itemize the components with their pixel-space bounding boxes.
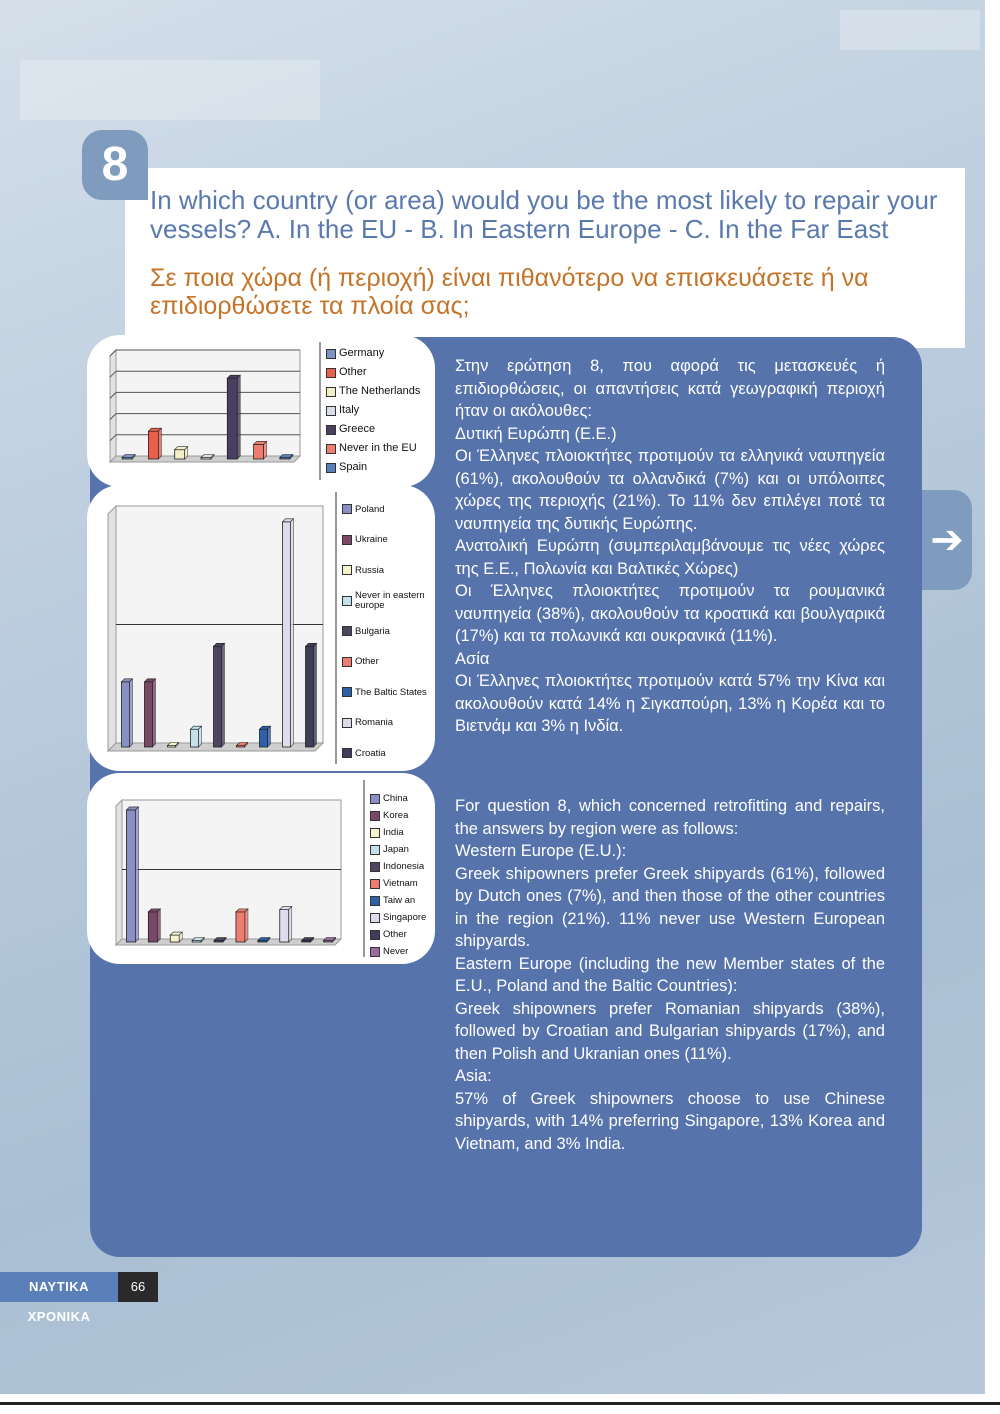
- legend-label: Vietnam: [383, 877, 418, 889]
- legend-item: [342, 555, 433, 586]
- bar-never-in-the-eu-side: [264, 441, 267, 459]
- legend-swatch: [342, 565, 352, 575]
- legend-item: [370, 790, 426, 807]
- bar-other: [148, 428, 161, 459]
- legend-label: The Netherlands: [339, 385, 421, 397]
- legend-item: [370, 909, 426, 926]
- legend-label: Never in the EU: [339, 442, 417, 454]
- legend-swatch: [326, 368, 336, 378]
- legend-item: [342, 586, 433, 617]
- bar-vietnam-front: [236, 912, 245, 942]
- bar-never-in-eastern-europe-front: [191, 729, 199, 747]
- legend-item: [342, 708, 433, 739]
- question-number: 8: [82, 130, 148, 200]
- legend-swatch: [370, 828, 380, 838]
- legend-item: [326, 439, 420, 458]
- legend-swatch: [342, 687, 352, 697]
- legend-label: Italy: [339, 404, 360, 416]
- paragraph-intro-en: For question 8, which concerned retrofitting and repairs, the answers by region were as follows:: [455, 797, 885, 838]
- legend-item: [326, 401, 420, 420]
- legend-swatch: [370, 896, 380, 906]
- body-text-greek: [455, 355, 885, 738]
- legend-label: Greece: [339, 423, 376, 435]
- bar-china-front: [126, 810, 135, 942]
- legend-label: Other: [355, 656, 379, 667]
- legend-item: [370, 892, 426, 909]
- bar-the-baltic-states-side: [268, 726, 271, 747]
- legend-swatch: [370, 794, 380, 804]
- chart-side-wall: [110, 350, 116, 462]
- paragraph-western-europe-en: Greek shipowners prefer Greek shipyards (61%), followed by Dutch ones (7%), and then those of the other countries in the region (21%). 11% never use Western European shipyards.: [455, 864, 885, 950]
- legend-label: Bulgaria: [355, 625, 390, 637]
- chart-western-europe: [90, 338, 432, 484]
- paragraph-asia-gr: Οι Έλληνες πλοιοκτήτες προτιμούν κατά 57% την Κίνα και ακολουθούν κατά 14% η Σιγκαπούρη, 13% η Κορέα και το Βιετνάμ και 3% η Ινδία.: [455, 672, 885, 735]
- legend-swatch: [370, 811, 380, 821]
- bar-india-front: [170, 935, 179, 942]
- heading-western-europe-en: Western Europe (E.U.):: [455, 842, 627, 860]
- legend-swatch: [342, 626, 352, 636]
- background-photo-stripe: [20, 60, 320, 120]
- legend-item: [342, 525, 433, 556]
- heading-asia-gr: Ασία: [455, 649, 490, 668]
- question-title-english: In which country (or area) would you be the most likely to repair your vessels? A. In the EU - B. In Eastern Europe - C. In the Far East: [150, 185, 938, 244]
- page-number: 66: [130, 1279, 146, 1294]
- legend-item: [326, 363, 420, 382]
- legend-item: [370, 858, 426, 875]
- bar-romania: [283, 519, 294, 747]
- legend-swatch: [342, 504, 352, 514]
- legend-label: Germany: [339, 347, 385, 359]
- question-title-greek: Σε ποια χώρα (ή περιοχή) είναι πιθανότερο να επισκευάσετε ή να επιδιορθώσετε τα πλοία σας;: [150, 264, 869, 320]
- legend-swatch: [326, 425, 336, 435]
- legend-swatch: [342, 748, 352, 758]
- bar-greece-front: [227, 378, 237, 459]
- legend-label: Other: [383, 928, 407, 940]
- bar-poland: [122, 679, 133, 747]
- bar-italy: [201, 455, 214, 460]
- legend-label: Taiw an: [383, 894, 416, 906]
- legend-swatch: [342, 535, 352, 545]
- legend-label: China: [383, 792, 408, 804]
- bar-greece-side: [237, 375, 240, 459]
- legend-item: [342, 647, 433, 678]
- legend-label: Croatia: [355, 747, 386, 759]
- legend-swatch: [326, 387, 336, 397]
- legend-label: Never in eastern europe: [355, 590, 425, 611]
- paragraph-eastern-europe-gr: Οι Έλληνες πλοιοκτήτες προτιμούν τα ρουμανικά ναυπηγεία (38%), ακολουθούν τα κροατικά και βουλγαρικά (17%) και τα πολωνικά και ουκρανικά (11%).: [455, 582, 885, 645]
- legend-swatch: [342, 657, 352, 667]
- bar-bulgaria: [214, 643, 225, 747]
- legend-label: Romania: [355, 717, 394, 728]
- bar-never-in-eastern-europe-side: [199, 726, 202, 747]
- heading-eastern-europe-en: Eastern Europe (including the new Member states of the E.U., Poland and the Baltic Countries):: [455, 954, 885, 995]
- legend-label: Japan: [383, 843, 409, 855]
- chart-far-east-legend: [370, 790, 426, 960]
- bar-the-netherlands-front: [175, 450, 185, 459]
- legend-swatch: [342, 718, 352, 728]
- paragraph-eastern-europe-en: Greek shipowners prefer Romanian shipyards (38%), followed by Croatian and Bulgarian shipyards (17%), and then Polish and Ukranian ones (11%).: [455, 999, 885, 1063]
- legend-label: India: [383, 826, 404, 838]
- legend-swatch: [326, 444, 336, 454]
- bar-croatia-side: [314, 643, 317, 747]
- paragraph-western-europe-gr: Οι Έλληνες πλοιοκτήτες προτιμούν τα ελληνικά ναυπηγεία (61%), ακολουθούν τα ολλανδικά (7%) και οι υπόλοιπες χώρες της περιοχής (21%). Το 11% δεν επιλέγει ποτέ τα ναυπηγεία της δυτικής Ευρώπης.: [455, 447, 885, 533]
- body-text-english: [455, 795, 885, 1155]
- legend-item: [370, 807, 426, 824]
- next-arrow-icon: ➔: [922, 490, 972, 590]
- bar-the-baltic-states: [260, 726, 271, 747]
- legend-swatch: [370, 879, 380, 889]
- legend-item: [370, 824, 426, 841]
- bar-china: [126, 807, 138, 942]
- bar-vietnam-side: [245, 909, 248, 942]
- bar-poland-front: [122, 682, 130, 747]
- heading-asia-en: Asia:: [455, 1067, 492, 1085]
- legend-item: [326, 382, 420, 401]
- legend-item: [370, 875, 426, 892]
- legend-item: [342, 494, 433, 525]
- heading-eastern-europe-gr: Ανατολική Ευρώπη (συμπεριλαμβάνουμε τις νέες χώρες της Ε.Ε., Πολωνία και Βαλτικές Χώρες): [455, 537, 885, 578]
- legend-swatch: [326, 349, 336, 359]
- legend-label: Spain: [339, 461, 368, 473]
- legend-item: [326, 420, 420, 439]
- legend-label: Other: [339, 366, 367, 378]
- bar-korea: [148, 909, 160, 942]
- page-bottom-rule: [0, 1402, 1000, 1405]
- chart-western-europe-legend: [326, 344, 420, 477]
- bar-singapore-front: [280, 910, 289, 942]
- chart-eastern-europe-legend: [342, 494, 433, 769]
- bar-never-in-eastern-europe: [191, 726, 202, 747]
- legend-swatch: [326, 406, 336, 416]
- legend-swatch: [370, 930, 380, 940]
- bar-korea-front: [148, 912, 157, 942]
- legend-label: Russia: [355, 564, 385, 576]
- bar-the-baltic-states-front: [260, 729, 268, 747]
- bar-spain: [280, 455, 293, 460]
- bar-india: [170, 932, 182, 942]
- bar-china-side: [135, 807, 138, 942]
- background-photo-stripe: [840, 10, 980, 50]
- legend-label: The Baltic States: [355, 686, 427, 698]
- bar-never-in-the-eu: [254, 441, 267, 459]
- bar-the-netherlands: [175, 447, 188, 459]
- paragraph-asia-en: 57% of Greek shipowners choose to use Chinese shipyards, with 14% preferring Singapore, 13% Korea and Vietnam, and 3% India.: [455, 1089, 885, 1153]
- bar-ukraine: [145, 679, 156, 747]
- bar-ukraine-front: [145, 682, 153, 747]
- legend-swatch: [370, 913, 380, 923]
- chart-eastern-europe: [90, 488, 432, 768]
- legend-item: [342, 616, 433, 647]
- bar-singapore: [280, 907, 292, 942]
- bar-other-side: [158, 428, 161, 459]
- legend-label: Singapore: [383, 911, 427, 923]
- chart-back-wall: [116, 350, 300, 456]
- bar-singapore-side: [289, 907, 292, 942]
- legend-item: [370, 841, 426, 858]
- legend-swatch: [326, 463, 336, 473]
- legend-label: Poland: [355, 503, 385, 515]
- bar-korea-side: [157, 909, 160, 942]
- chart-side-wall: [116, 800, 122, 945]
- legend-item: [342, 738, 433, 769]
- legend-label: Indonesia: [383, 860, 425, 872]
- bar-bulgaria-front: [214, 646, 222, 747]
- bar-romania-front: [283, 522, 291, 747]
- legend-item: [370, 926, 426, 943]
- bar-never-in-the-eu-front: [254, 444, 264, 459]
- legend-label: Korea: [383, 809, 409, 821]
- chart-side-wall: [108, 506, 116, 751]
- bar-other-front: [148, 431, 158, 459]
- legend-item: [326, 344, 420, 363]
- legend-label: Ukraine: [355, 534, 388, 545]
- bar-bulgaria-side: [222, 643, 225, 747]
- paragraph-intro-gr: Στην ερώτηση 8, που αφορά τις μετασκευές ή επιδιορθώσεις, οι απαντήσεις κατά γεωγραφική περιοχή ήταν οι ακόλουθες:: [455, 357, 885, 420]
- bar-greece: [227, 375, 240, 459]
- bar-vietnam: [236, 909, 248, 942]
- legend-item: [342, 677, 433, 708]
- bar-germany: [122, 455, 135, 460]
- bar-croatia-front: [306, 646, 314, 747]
- footer-brand: ΝΑΥΤΙΚΑ ΧΡΟΝΙΚΑ: [0, 1272, 118, 1302]
- legend-item: [326, 458, 420, 477]
- bar-romania-side: [291, 519, 294, 747]
- legend-swatch: [342, 596, 352, 606]
- bar-poland-side: [130, 679, 133, 747]
- legend-swatch: [370, 862, 380, 872]
- legend-label: Never: [383, 945, 409, 957]
- legend-swatch: [370, 845, 380, 855]
- heading-western-europe-gr: Δυτική Ευρώπη (Ε.Ε.): [455, 424, 617, 443]
- legend-swatch: [370, 947, 380, 957]
- chart-far-east: [90, 776, 432, 961]
- bar-croatia: [306, 643, 317, 747]
- bar-ukraine-side: [153, 679, 156, 747]
- legend-item: [370, 943, 426, 960]
